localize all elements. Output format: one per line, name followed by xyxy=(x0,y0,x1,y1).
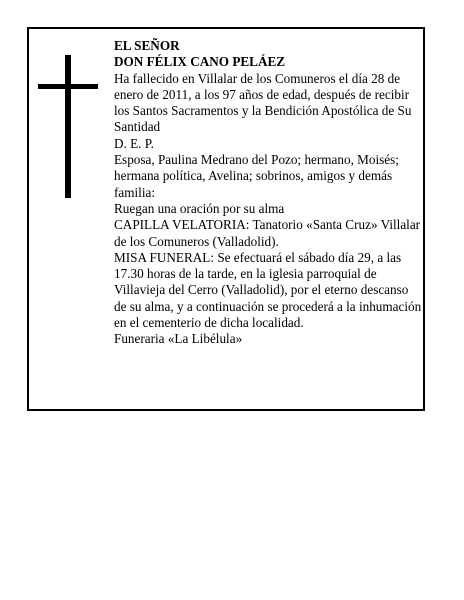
obituary-text xyxy=(114,38,424,348)
deceased-name: DON FÉLIX CANO PELÁEZ xyxy=(114,54,286,70)
cross-icon xyxy=(38,55,98,198)
funeral-home: Funeraria «La Libélula» xyxy=(114,331,243,347)
notice-title-honorific: EL SEÑOR xyxy=(114,38,180,53)
cross-horizontal-bar xyxy=(38,84,98,89)
prayer-request: Ruegan una oración por su alma xyxy=(114,200,285,216)
chapel-info: CAPILLA VELATORIA: Tanatorio «Santa Cruz» Villalar de los Comuneros (Valladolid). xyxy=(114,217,421,249)
death-announcement: Ha fallecido en Villalar de los Comuneros el día 28 de enero de 2011, a los 97 años de edad, después de recibir los Santos Sacramentos y la Bendición Apostólica de Su Santidad xyxy=(114,70,412,135)
funeral-mass-info: MISA FUNERAL: Se efectuará el sábado día 29, a las 17.30 horas de la tarde, en la iglesia parroquial de Villavieja del Cerro (Valladolid), por el eterno descanso de su alma, y a continuación se procederá a la inhumación en el cementerio de dicha localidad. xyxy=(114,249,422,331)
family-list: Esposa, Paulina Medrano del Pozo; hermano, Moisés; hermana política, Avelina; sobrinos, amigos y demás familia: xyxy=(114,152,399,200)
cross-vertical-bar xyxy=(65,55,71,198)
rest-in-peace: D. E. P. xyxy=(114,135,154,151)
